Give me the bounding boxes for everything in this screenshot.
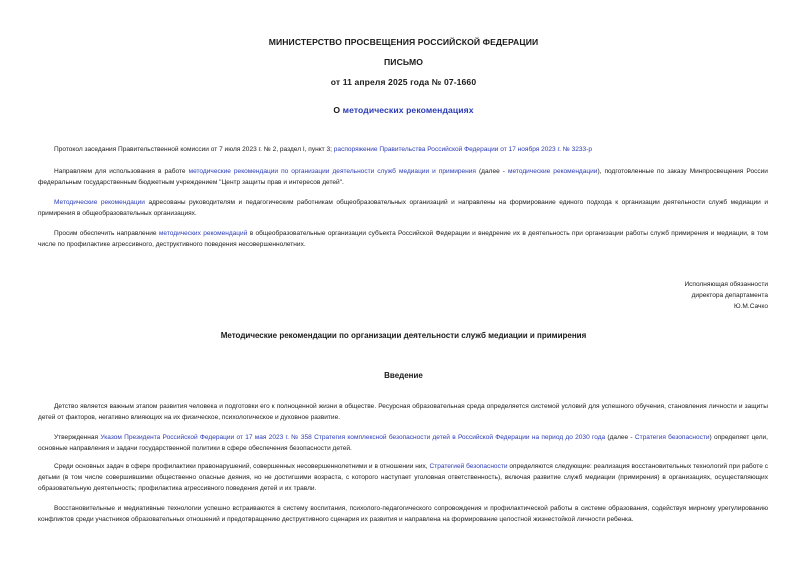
document-date-number: от 11 апреля 2025 года № 07-1660 (330, 77, 477, 87)
document-type: ПИСЬМО (384, 57, 423, 67)
presidential-decree-link[interactable]: Указом Президента Российской Федерации от 17 мая 2023 г. № 358 (100, 434, 312, 441)
recommendations-link-3[interactable]: Методические рекомендации (54, 199, 145, 206)
sending-text-2: (далее - (475, 168, 508, 175)
basis-text: Протокол заседания Правительственной комиссии от 7 июля 2023 г. № 2, раздел I, пункт 3; (54, 146, 334, 153)
child-safety-strategy-link[interactable]: Стратегия комплексной безопасности детей в Российской Федерации на период до 2030 года (314, 434, 606, 441)
request-text-2: в общеобразовательные организации субъекта Российской Федерации и внедрение их в деятельность при организации работы служб примирения и медиации, в том числе по профилактике агрессивного, деструктивного поведения несовершеннолетних. (38, 230, 768, 248)
strategy-text-4: ) определяет цели, основные направления и задачи государственной политики в сфере обеспечения безопасности детей. (38, 434, 768, 452)
safety-strategy-short-link[interactable]: Стратегия безопасности (634, 434, 710, 441)
intro-text-1: Детство является важным этапом развития человека и подготовки его к полноценной жизни в обществе. Ресурсная образовательная среда определяется системой условий для успешного обучения, становления личности и защиты детей от факторов, негативно влияющих на их физическое, психологическое и духовное развитие. (38, 403, 768, 421)
safety-strategy-link-2[interactable]: Стратегией безопасности (429, 463, 508, 470)
tasks-text-1: Среди основных задач в сфере профилактики правонарушений, совершенных несовершеннолетними и в отношении них, (54, 463, 430, 470)
government-order-link[interactable]: распоряжение Правительства Российской Федерации от 17 ноября 2023 г. № 3233-р (333, 146, 592, 153)
intro-paragraph-1 (38, 401, 768, 423)
strategy-text-3: (далее - (605, 434, 635, 441)
signature-name: Ю.М.Сачко (734, 303, 768, 310)
intro-text-4: Восстановительные и медиативные технологии успешно встраиваются в систему воспитания, психолого-педагогического сопровождения и профилактической работы в системе образования, содействуя мирному урегулированию конфликтов среди участников образовательных отношений и предотвращению деструктивного сценария их развития и направлена на формирование целостной жизнестойкой личности ребенка. (38, 505, 768, 523)
document-subject (0, 105, 807, 115)
intro-paragraph-3 (38, 461, 768, 494)
intro-paragraph-4 (38, 503, 768, 525)
request-text-1: Просим обеспечить направление (54, 230, 159, 237)
sending-text-1: Направляем для использования в работе (54, 168, 189, 175)
intro-paragraph-2 (38, 432, 768, 454)
paragraph-addressees (38, 197, 768, 219)
addressees-text: адресованы руководителям и педагогическим работникам общеобразовательных организаций и направлены на формирование единого подхода к организации деятельности служб медиации и примирения в общеобразовательных организациях. (38, 199, 768, 217)
recommendations-title: Методические рекомендации по организации деятельности служб медиации и примирения (220, 331, 587, 340)
recommendations-link-2[interactable]: методические рекомендации (507, 168, 598, 175)
signature-position-1: Исполняющая обязанности (684, 281, 768, 288)
signature-block (684, 279, 768, 312)
recommendations-link-4[interactable]: методических рекомендаций (158, 230, 248, 237)
strategy-text-1: Утвержденная (54, 434, 101, 441)
recommendations-link-1[interactable]: методические рекомендации по организации деятельности служб медиации и примирения (188, 168, 476, 175)
subject-link[interactable]: методических рекомендациях (342, 105, 474, 115)
subject-prefix: О (333, 105, 343, 115)
introduction-title: Введение (384, 371, 423, 380)
tasks-text-2: определяются следующие: реализация восстановительных технологий при работе с детьми (в том числе совершившими общественно опасные деяния, но не достигшими возраста, с которого наступает уголовная ответственность), включая развитие служб медиации (примирения) в организациях, осуществляющих образовательную деятельность; профилактика агрессивного поведения детей и их травли. (38, 463, 768, 492)
paragraph-sending (38, 166, 768, 188)
sending-text-3: ), подготовленные по заказу Минпросвещения России федеральным государственным бюджетным учреждением "Центр защиты прав и интересов детей". (38, 168, 768, 186)
paragraph-basis (38, 144, 768, 155)
ministry-heading: МИНИСТЕРСТВО ПРОСВЕЩЕНИЯ РОССИЙСКОЙ ФЕДЕРАЦИИ (268, 37, 539, 47)
paragraph-request (38, 228, 768, 250)
signature-position-2: директора департамента (691, 292, 768, 299)
